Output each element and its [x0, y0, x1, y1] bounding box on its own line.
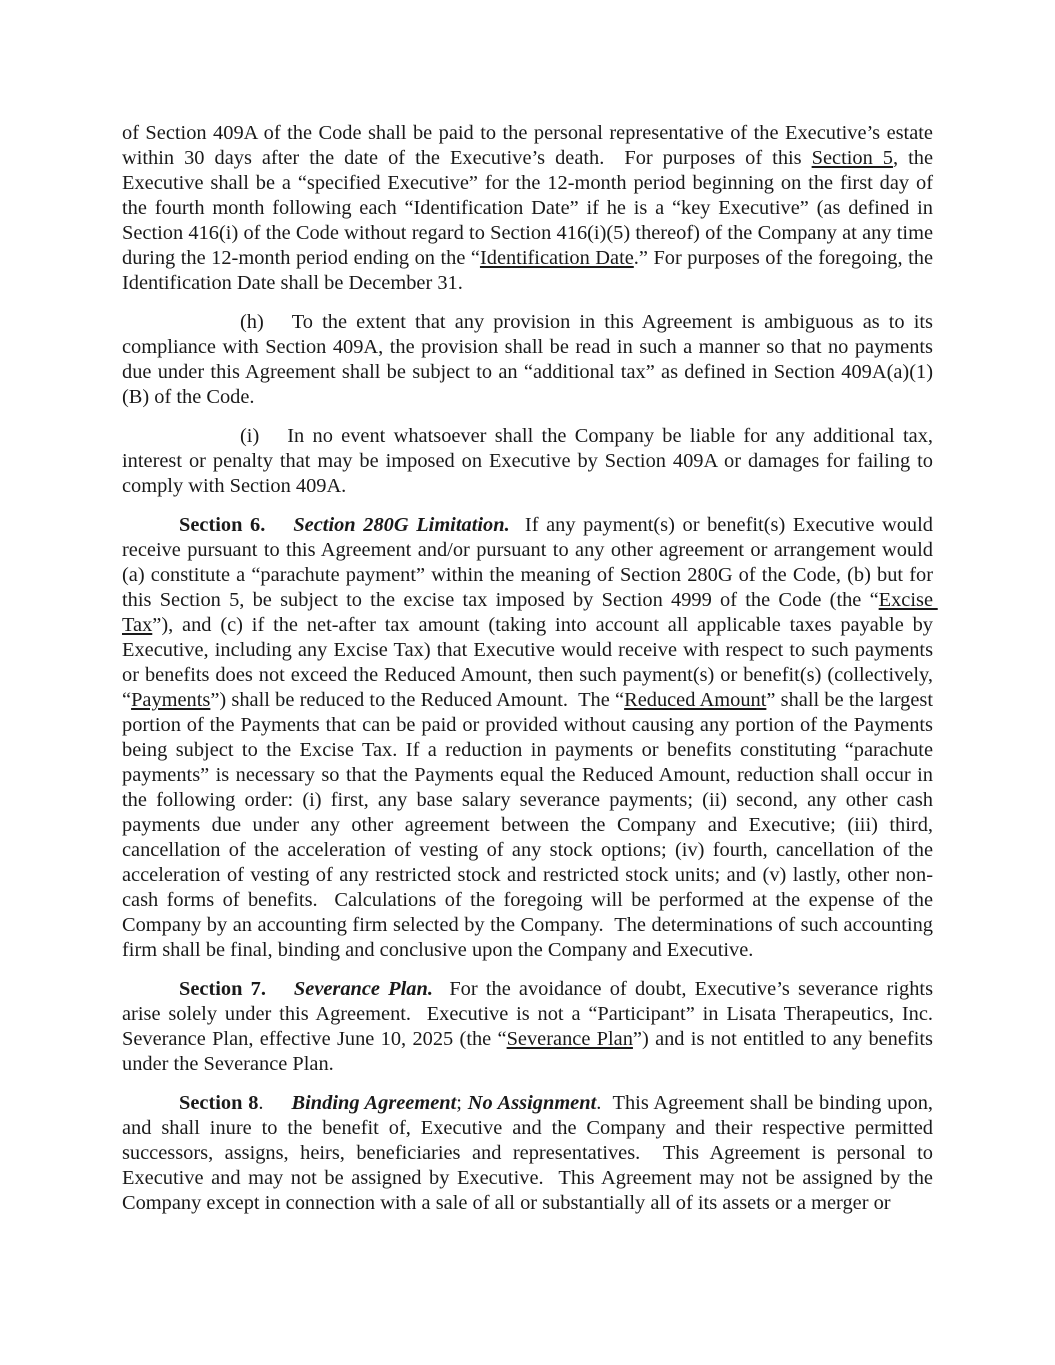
paragraph-i [122, 424, 939, 499]
text-run: (h) [240, 311, 264, 333]
text-run: ; [456, 1092, 468, 1114]
document-body [122, 121, 939, 1230]
text-run: For the avoidance of doubt, Executive’s severance rights arise solely under this Agreement. Executive is not a “Participant” in Lisata Therapeutics, Inc. Severance Plan, effective June 10, 2025 (the “ [122, 978, 939, 1050]
defined-term: Section 5 [811, 147, 893, 169]
text-run: In no event whatsoever shall the Company be liable for any additional tax, interest or penalty that may be imposed on Executive by Section 409A or damages for failing to comply with Section 409A. [122, 425, 939, 497]
text-run: Section 280G Limitation. [293, 514, 510, 536]
text-run: Section 6. [179, 514, 266, 536]
text-run: ”), and (c) if the net-after tax amount (taking into account all applicable taxes payable by Executive, including any Excise Tax) that Executive would receive with respect to such payments or benefits does not exceed the Reduced Amount, then such payment(s) or benefit(s) (collectively, “ [122, 614, 939, 711]
text-run: Section 7. [179, 978, 266, 1000]
defined-term: Identification Date [479, 247, 634, 269]
text-run: ”) and is not entitled to any benefits under the Severance Plan. [122, 1028, 939, 1075]
text-run: If any payment(s) or benefit(s) Executive would receive pursuant to this Agreement and/or pursuant to any other agreement or arrangement would (a) constitute a “parachute payment” within the meaning of Section 280G of the Code, (b) but for this Section 5, be subject to the excise tax imposed by Section 4999 of the Code (the “ [122, 514, 939, 611]
text-run: Binding Agreement [291, 1092, 457, 1114]
text-run: . [258, 1092, 264, 1114]
text-run: (i) [240, 425, 260, 447]
paragraph-section-8 [122, 1091, 939, 1216]
text-run: Severance Plan. [293, 978, 433, 1000]
paragraph-section-6 [122, 513, 939, 963]
text-run: ”) shall be reduced to the Reduced Amount. The “ [210, 689, 625, 711]
text-run: No Assignment [467, 1092, 597, 1114]
defined-term: Excise Tax [122, 589, 938, 636]
defined-term: Reduced Amount [624, 689, 767, 711]
text-run: of Section 409A of the Code shall be paid to the personal representative of the Executive’s estate within 30 days after the date of the Executive’s death. For purposes of this [122, 122, 939, 169]
text-run: , the Executive shall be a “specified Executive” for the 12-month period beginning on the first day of the fourth month following each “Identification Date” if he is a “key Executive” (as defined in Section 416(i) of the Code without regard to Section 416(i)(5) thereof) of the Company at any time during the 12-month period ending on the “ [122, 147, 939, 269]
defined-term: Severance Plan [506, 1028, 633, 1050]
paragraph-409a-continuation [122, 121, 939, 296]
text-run: Section 8 [179, 1092, 259, 1114]
paragraph-h [122, 310, 939, 410]
paragraph-section-7 [122, 977, 939, 1077]
defined-term: Payments [131, 689, 211, 711]
text-run: .” For purposes of the foregoing, the Identification Date shall be December 31. [122, 247, 939, 294]
text-run: ” shall be the largest portion of the Payments that can be paid or provided without causing any portion of the Payments being subject to the Excise Tax. If a reduction in payments or benefits constituting “parachute payments” is necessary so that the Payments equal the Reduced Amount, reduction shall occur in the following order: (i) first, any base salary severance payments; (ii) second, any other cash payments due under any other agreement between the Company and Executive; (iii) third, cancellation of the acceleration of vesting of any stock options; (iv) fourth, cancellation of the acceleration of vesting of any restricted stock and restricted stock units; and (v) lastly, other non-cash forms of benefits. Calculations of the foregoing will be performed at the expense of the Company by an accounting firm selected by the Company. The determinations of such accounting firm shall be final, binding and conclusive upon the Company and Executive. [122, 689, 939, 961]
text-run: . This Agreement shall be binding upon, and shall inure to the benefit of, Executive and the Company and their respective permitted successors, assigns, heirs, beneficiaries and representatives. This Agreement is personal to Executive and may not be assigned by Executive. This Agreement may not be assigned by the Company except in connection with a sale of all or substantially all of its assets or a merger or [122, 1092, 939, 1214]
text-run: To the extent that any provision in this Agreement is ambiguous as to its compliance with Section 409A, the provision shall be read in such a manner so that no payments due under this Agreement shall be subject to an “additional tax” as defined in Section 409A(a)(1)(B) of the Code. [122, 311, 939, 408]
